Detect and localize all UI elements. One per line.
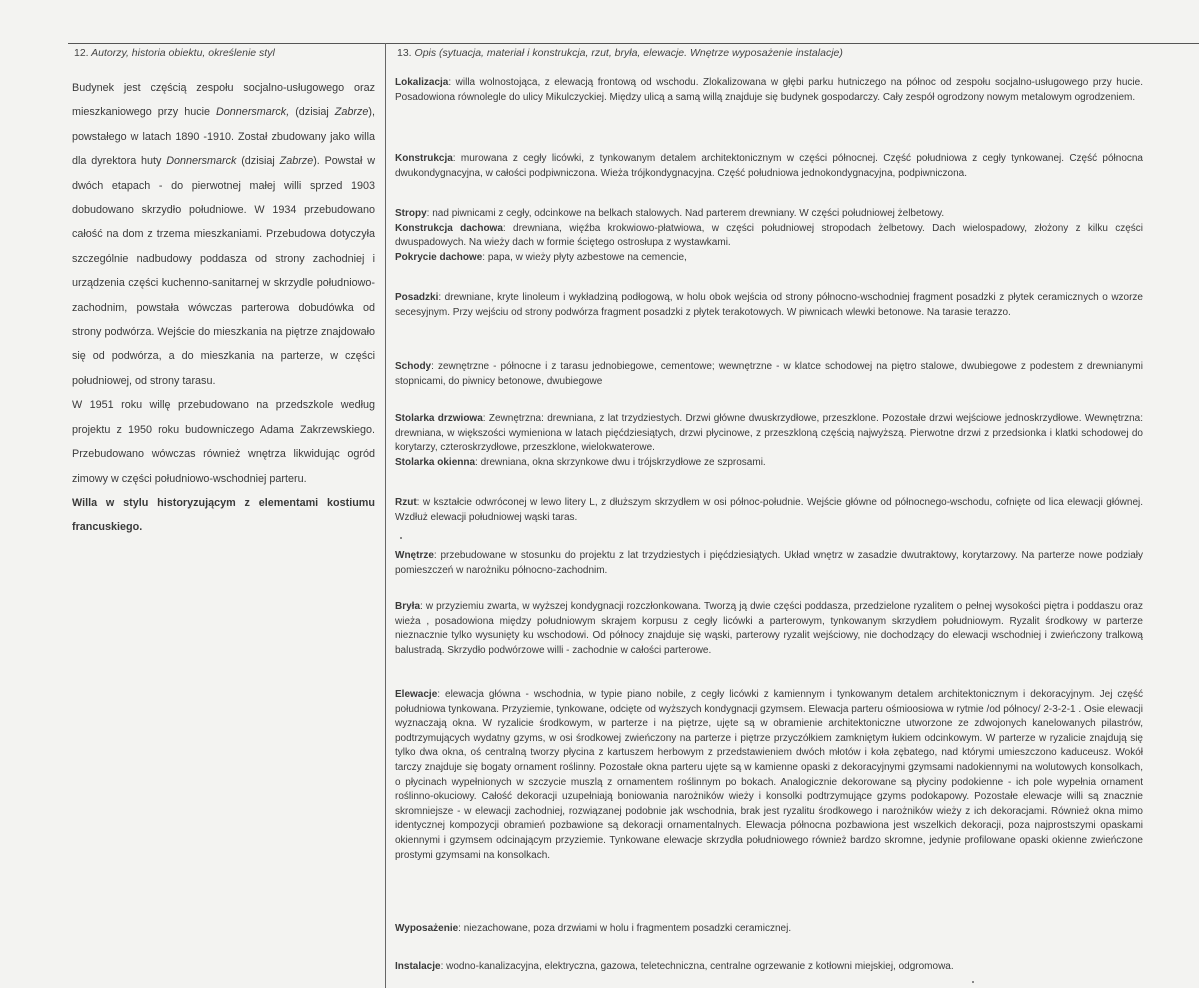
section-text: : niezachowane, poza drzwiami w holu i fragmentem posadzki ceramicznej. (458, 923, 792, 934)
text-span: Budynek jest częścią zespołu socjalno-usługowego oraz mieszkaniowego przy hucie (72, 82, 375, 119)
section-label: Stropy (395, 208, 427, 219)
section-label: Stolarka okienna (395, 456, 476, 468)
section-schody (395, 360, 1143, 389)
section-text: : nad piwnicami z cegły, odcinkowe na belkach stalowych. Nad parterem drewniany. W części południowej żelbetowy. (426, 208, 945, 219)
section-label: Wnętrze (395, 550, 434, 561)
history-paragraph-1 (72, 76, 375, 393)
section-text: : papa, w wieży płyty azbestowe na cemencie, (482, 251, 687, 263)
section-label: Konstrukcja (395, 153, 453, 164)
left-header-number: 12. (74, 47, 89, 59)
section-text: : elewacja główna - wschodnia, w typie piano nobile, z cegły licówki z kamiennym i tynkowanym detalem architektonicznym i dekoracyjnym. Jej część południowa tynkowana. Przyziemie, tynkowane, odcięte od wyższych kondygnacji gzymsem. Elewacja parteru ośmioosiowa w rytmie /od północy/ 2-3-2-1 . Osie elewacji wyznaczają okna. W ryzalicie środkowym, w parterze i na piętrze, ujęte są w obramienie architektoniczne utworzone ze zdwojonych kanelowanych pilastrów, podtrzymujących wydatny gzyms, w osi środkowej zwieńczony na parterze i piętrze przyczółkiem zamkniętym łukiem odcinkowym. W parterze w ryzalicie znajdują się tylko dwa okna, oś centralną tworzy płycina z kartuszem herbowym z przedstawieniem dwóch młotów i koła zębatego, nad którymi umieszczono kaduceusz. Wokół tarczy znajduje się bogaty ornament roślinny. Pozostałe okna parteru ujęte są w kamienne opaski z dekoracyjnymi gzymsami nadokiennymi na wolutowych konsolkach, o płycinach wypełnionych w szczycie muszlą z ornamentem roślinnym po bokach. Analogicznie dekorowane są płyciny podokienne - ich pole wypełnia ornament roślinno-okuciowy. Całość dekoracji uzupełniają boniowania narożników wieży i konsolki podtrzymujące gzyms podokapowy. Pozostałe elewacje willi są znacznie skromniejsze - w elewacji zachodniej, rozwiązanej podobnie jak wschodnia, brak jest ryzalitu środkowego i narożników wieży z ich dekoracjami. Również okna mimo identycznej kompozycji obramień pozbawione są dekoracji ornamentalnych. Elewacja północna pozbawiona jest wszelkich dekoracji, poza najprostszymi opaskami okiennymi i gzymsem odcinającym przyziemie. Tynkowane elewacje skrzydła południowego również bardzo skromne, jedynie profilowane opaski okienne zwieńczone prostymi gzymsami na konsolkach. (395, 689, 1143, 861)
left-header-title: Autorzy, historia obiektu, określenie styl (91, 47, 275, 59)
section-wyposazenie (395, 922, 1143, 937)
section-bryla (395, 600, 1143, 658)
bold-text: Willa w stylu historyzującym z elementami kostiumu francuskiego. (72, 496, 375, 534)
section-stolarka (395, 412, 1143, 470)
section-rzut (395, 496, 1143, 525)
section-wnetrze (395, 549, 1143, 578)
section-text: : willa wolnostojąca, z elewacją frontową od wschodu. Zlokalizowana w głębi parku hutniczego na północ od zespołu socjalno-usługowego przy hucie. Posadowiona równolegle do ulicy Mikulczyckiej. Między ulicą a samą willą znajduje się budynek gospodarczy. Cały zespół ogrodzony nowym metalowym ogrodzeniem. (395, 77, 1143, 103)
table-top-rule (68, 43, 1199, 44)
section-lokalizacja (395, 76, 1143, 105)
section-label: Pokrycie dachowe (395, 251, 483, 263)
section-instalacje (395, 960, 1143, 975)
text-span: (dzisiaj (289, 106, 335, 119)
right-column-header (397, 46, 1143, 64)
right-header-title: Opis (sytuacja, materiał i konstrukcja, rzut, bryła, elewacje. Wnętrze wyposażenie instalacje) (414, 47, 843, 59)
section-text: : murowana z cegły licówki, z tynkowanym detalem architektonicznym w części północnej. Część południowa z cegły tynkowanej. Część północna dwukondygnacyjna, w całości podpiwniczona. Wieża trójkondygnacyjna. Część południowa jednokondygnacyjna, podpiwniczona. (395, 153, 1143, 179)
section-label: Wyposażenie (395, 923, 459, 934)
italic-text: Zabrze (279, 155, 314, 168)
section-label: Stolarka drzwiowa (395, 413, 483, 424)
italic-text: Donnersmarck (166, 155, 237, 168)
left-column-header (74, 46, 375, 64)
section-label: Posadzki (395, 292, 439, 303)
section-label: Elewacje (395, 689, 438, 700)
section-text: : wodno-kanalizacyjna, elektryczna, gazowa, teletechniczna, centralne ogrzewanie z kotłowni miejskiej, odgromowa. (440, 961, 954, 972)
section-konstrukcja (395, 152, 1143, 181)
italic-text: Donnersmarck, (216, 106, 290, 119)
history-paragraph-2: W 1951 roku willę przebudowano na przedszkole według projektu z 1950 roku budowniczego Adama Zakrzewskiego. Przebudowano wówczas również wnętrza likwidując ogród zimowy w części południowo-wschodniej parteru. (72, 399, 375, 485)
style-statement (72, 491, 375, 540)
scan-speck (972, 981, 974, 983)
left-column (72, 46, 375, 540)
right-column (395, 46, 1144, 972)
section-text: : drewniane, kryte linoleum i wykładziną podłogową, w holu obok wejścia od strony północno-wschodniej fragment posadzki z płytek ceramicznych o wzorze secesyjnym. Przy wejściu od strony podwórza fragment posadzki z płytek terakotowych. W piwnicach wlewki betonowe. Na tarasie terazzo. (395, 292, 1143, 318)
section-elewacje (395, 688, 1143, 863)
section-posadzki (395, 291, 1143, 320)
section-label: Schody (395, 361, 432, 372)
right-header-number: 13. (397, 47, 412, 59)
section-text: : przebudowane w stosunku do projektu z lat trzydziestych i pięćdziesiątych. Układ wnętrz w zasadzie dwutraktowy, korytarzowy. Na parterze nowe podziały pomieszczeń w narożniku północno-zachodnim. (395, 550, 1143, 576)
scan-speck (400, 537, 402, 539)
section-label: Bryła (395, 601, 421, 612)
history-text (72, 76, 375, 540)
text-span: ). Powstał w dwóch etapach - do pierwotnej małej willi sprzed 1903 dobudowano skrzydło południowe. W 1934 przebudowano całość na dom z trzema mieszkaniami. Przebudowa dotyczyła szczególnie nadbudowy poddasza od strony zachodniej i urządzenia części kuchenno-sanitarnej w skrzydle południowo-zachodnim, powstała wówczas parterowa dobudówka od strony podwórza. Wejście do mieszkania na piętrze znajdowało się od podwórza, a do mieszkania na parterze, w części południowej, od strony tarasu. (72, 155, 375, 387)
section-text: : w przyziemiu zwarta, w wyższej kondygnacji rozczłonkowana. Tworzą ją dwie części poddasza, przedzielone ryzalitem o pełnej wysokości piętra i poddaszu oraz wieża , posadowiona między południowym skrajem korpusu z cegły licówki a parterowym, tynkowanym skrzydłem południowym. Ryzalit środkowy w parterze nieznacznie tylko wysunięty ku wschodowi. Od północy znajduje się wąski, parterowy ryzalit wejściowy, nie dochodzący do elewacji wschodniej i zwieńczony tralkową balustradą. Skrzydło podwórzowe willi - zachodnie w całości parterowe. (395, 601, 1143, 656)
section-text: : drewniana, okna skrzynkowe dwu i trójskrzydłowe ze szprosami. (475, 456, 766, 468)
section-label: Rzut (395, 497, 417, 508)
section-text: : zewnętrzne - północne i z tarasu jednobiegowe, cementowe; wewnętrzne - w klatce schodowej na piętro stalowe, dwubiegowe z podestem z drewnianymi stopnicami, do piwnicy betonowe, dwubiegowe (395, 361, 1143, 387)
section-label: Konstrukcja dachowa (395, 222, 503, 234)
italic-text: Zabrze (334, 106, 369, 119)
text-span: ), powstałego w latach 1890 -1910. Został zbudowany jako willa dla dyrektora huty (72, 106, 375, 168)
section-text: : w kształcie odwróconej w lewo litery L, z dłuższym skrzydłem w osi północ-południe. Wejście główne od północnego-wschodu, cofnięte od lica elewacji głównej. Wzdłuż elewacji południowej wąski taras. (395, 497, 1143, 523)
section-label: Lokalizacja (395, 77, 449, 88)
section-text: : drewniana, więźba krokwiowo-płatwiowa, w części południowej stropodach żelbetowy. Dach wielospadowy, złożony z kilku części dwuspadowych. Na wieży dach w formie ściętego ostrosłupa z wystawkami. (395, 222, 1144, 249)
column-divider (385, 43, 386, 988)
text-span: (dzisiaj (236, 155, 280, 168)
section-label: Instalacje (395, 961, 441, 972)
section-text: : Zewnętrzna: drewniana, z lat trzydziestych. Drzwi główne dwuskrzydłowe, przeszklone. Pozostałe drzwi wejściowe jednoskrzydłowe. Wewnętrzna: drewniana, w większości wymieniona w latach pięćdziesiątych, drzwi płycinowe, z przeszkloną częścią najwyższą. Pierwotne drzwi z przedsionka i klatki schodowej do korytarzy, czteroskrzydłowe, przeszklone, wielokwaterowe. (395, 413, 1144, 454)
section-stropy (395, 207, 1143, 265)
